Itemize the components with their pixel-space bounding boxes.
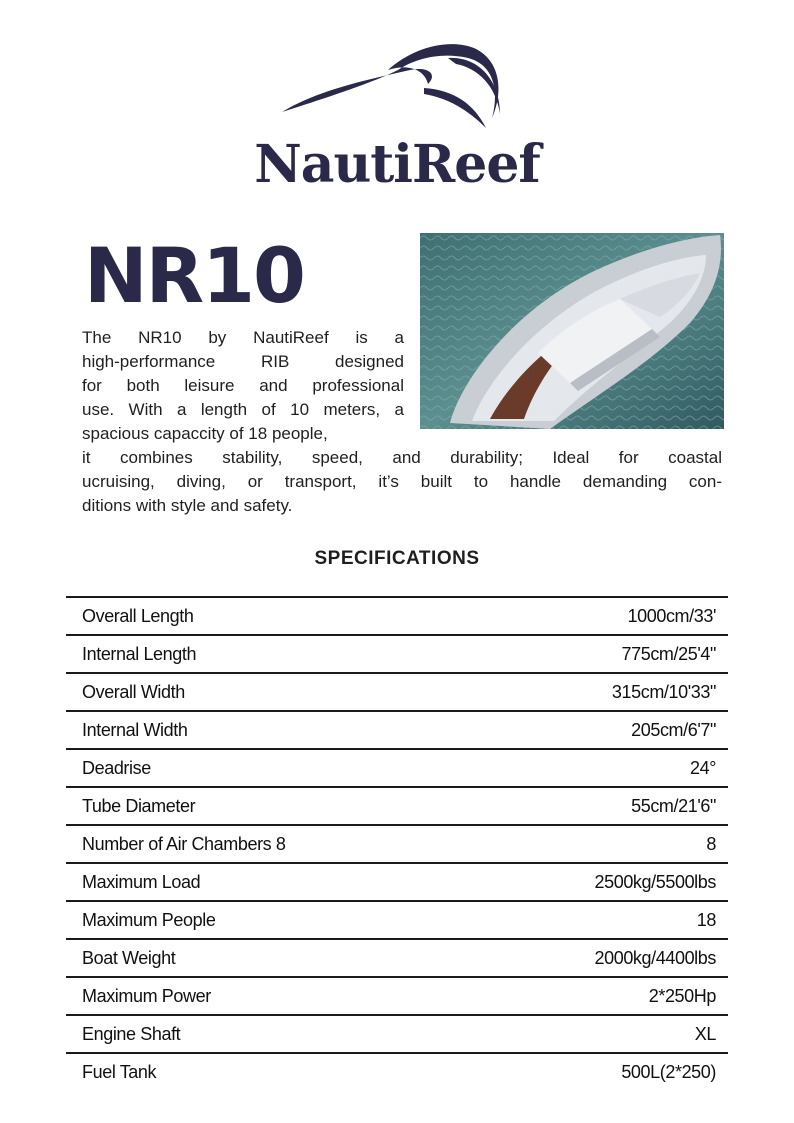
description-line: spacious capaccity of 18 people, [82, 424, 328, 443]
spec-label: Internal Length [82, 643, 197, 664]
description-column [82, 326, 404, 446]
description-line: for both leisure and professional [82, 376, 404, 395]
spec-row [66, 672, 728, 710]
spec-label: Overall Length [82, 605, 194, 626]
spec-row [66, 1052, 728, 1090]
spec-row [66, 862, 728, 900]
spec-row [66, 786, 728, 824]
description-line: ditions with style and safety. [82, 496, 293, 515]
spec-label: Internal Width [82, 719, 188, 740]
spec-label: Number of Air Chambers 8 [82, 833, 286, 854]
spec-value: XL [694, 1023, 716, 1044]
spec-value: 500L(2*250) [621, 1061, 716, 1082]
description-line: use. With a length of 10 meters, a [82, 400, 404, 419]
spec-row [66, 938, 728, 976]
specifications-title: SPECIFICATIONS [314, 548, 480, 569]
spec-row [66, 976, 728, 1014]
description-line: The NR10 by NautiReef is a [82, 328, 404, 347]
specifications-table [66, 596, 728, 1090]
spec-value: 24° [689, 757, 716, 778]
spec-row [66, 1014, 728, 1052]
spec-row [66, 900, 728, 938]
spec-label: Overall Width [82, 681, 185, 702]
spec-value: 2000kg/4400lbs [594, 947, 716, 968]
spec-value: 315cm/10'33" [611, 681, 716, 702]
spec-row [66, 596, 728, 634]
spec-label: Maximum Load [82, 871, 201, 892]
model-title: NR10 [84, 231, 304, 320]
spec-label: Deadrise [82, 757, 151, 778]
spec-label: Maximum Power [82, 985, 211, 1006]
spec-label: Engine Shaft [82, 1023, 181, 1044]
spec-value: 55cm/21'6" [631, 795, 716, 816]
description-full [82, 446, 722, 518]
brand-wordmark: NautiReef [254, 134, 540, 195]
spec-label: Maximum People [82, 909, 216, 930]
spec-value: 2500kg/5500lbs [594, 871, 716, 892]
description-line: ucruising, diving, or transport, it’s built to handle demanding con- [82, 472, 722, 491]
spec-label: Fuel Tank [82, 1061, 157, 1082]
spec-row [66, 824, 728, 862]
spec-value: 205cm/6'7" [631, 719, 716, 740]
description-line: it combines stability, speed, and durability; Ideal for coastal [82, 448, 722, 467]
brand-wave-logo [278, 28, 510, 140]
description-line: high-performance RIB designed [82, 352, 404, 371]
spec-row [66, 634, 728, 672]
spec-value: 8 [706, 833, 716, 854]
spec-value: 775cm/25'4" [621, 643, 716, 664]
spec-value: 1000cm/33' [627, 605, 716, 626]
spec-value: 2*250Hp [648, 985, 716, 1006]
spec-label: Tube Diameter [82, 795, 196, 816]
spec-label: Boat Weight [82, 947, 176, 968]
spec-value: 18 [696, 909, 716, 930]
spec-row [66, 748, 728, 786]
spec-row [66, 710, 728, 748]
boat-photo [420, 233, 724, 429]
